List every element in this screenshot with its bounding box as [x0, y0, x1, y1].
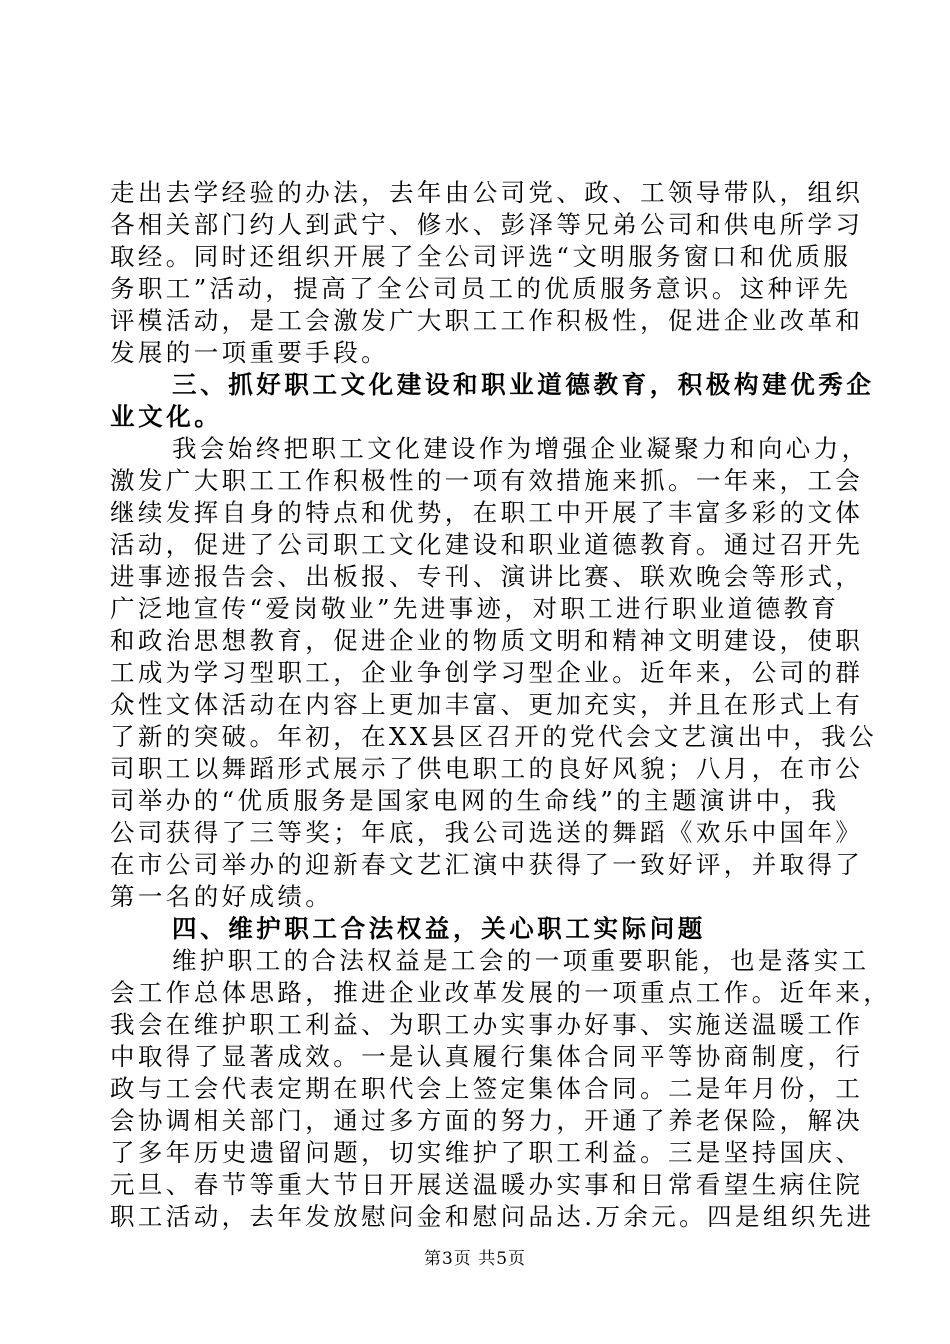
text-line: 评模活动，是工会激发广大职工工作积极性，促进企业改革和: [110, 306, 864, 335]
text-line: 激发广大职工工作积极性的一项有效措施来抓。一年来，工会: [110, 466, 864, 495]
text-line: 我会在维护职工利益、为职工办实事办好事、实施送温暖工作: [110, 1010, 864, 1039]
text-line: 司举办的“优质服务是国家电网的生命线”的主题演讲中，我: [110, 786, 840, 815]
text-line: 进事迹报告会、出板报、专刊、演讲比赛、联欢晚会等形式，: [110, 562, 864, 591]
text-line: 走出去学经验的办法，去年由公司党、政、工领导带队，组织: [110, 178, 864, 207]
text-line: 发展的一项重要手段。: [110, 338, 389, 367]
text-line: 务职工”活动，提高了全公司员工的优质服务意识。这种评先: [110, 274, 852, 303]
text-line: 会工作总体思路，推进企业改革发展的一项重点工作。近年来，: [110, 978, 892, 1007]
text-line: 继续发挥自身的特点和优势，在职工中开展了丰富多彩的文体: [110, 498, 864, 527]
text-line: 公司获得了三等奖；年底，我公司选送的舞蹈《欢乐中国年》: [110, 818, 864, 847]
text-line: 工成为学习型职工，企业争创学习型企业。近年来，公司的群: [110, 658, 864, 687]
heading-line: 三、抓好职工文化建设和职业道德教育，积极构建优秀企: [172, 370, 875, 399]
text-line: 取经。同时还组织开展了全公司评选“文明服务窗口和优质服: [110, 242, 852, 271]
text-line: 维护职工的合法权益是工会的一项重要职能，也是落实工: [172, 946, 870, 975]
text-line: 各相关部门约人到武宁、修水、彭泽等兄弟公司和供电所学习: [110, 210, 864, 239]
text-line: 第一名的好成绩。: [110, 882, 334, 911]
text-line: 中取得了显著成效。一是认真履行集体合同平等协商制度，行: [110, 1042, 864, 1071]
text-line: 广泛地宣传“爱岗敬业”先进事迹，对职工进行职业道德教育: [110, 594, 840, 623]
text-line: 活动，促进了公司职工文化建设和职业道德教育。通过召开先: [110, 530, 864, 559]
text-line: 我会始终把职工文化建设作为增强企业凝聚力和向心力，: [172, 434, 870, 463]
heading-line: 四、维护职工合法权益，关心职工实际问题: [172, 914, 706, 943]
text-line: 和政治思想教育，促进企业的物质文明和精神文明建设，使职: [110, 626, 864, 655]
text-line: 会协调相关部门，通过多方面的努力，开通了养老保险，解决: [110, 1106, 864, 1135]
text-line: 了新的突破。年初，在XX县区召开的党代会文艺演出中，我公: [110, 722, 878, 751]
text-line: 元旦、春节等重大节日开展送温暖办实事和日常看望生病住院: [110, 1170, 864, 1199]
page-number-footer: 第3页 共5页: [423, 1249, 527, 1269]
text-line: 众性文体活动在内容上更加丰富、更加充实，并且在形式上有: [110, 690, 864, 719]
text-line: 政与工会代表定期在职代会上签定集体合同。二是年月份，工: [110, 1074, 864, 1103]
heading-line: 业文化。: [110, 402, 223, 431]
text-line: 职工活动，去年发放慰问金和慰问品达.万余元。四是组织先进: [110, 1202, 875, 1231]
text-line: 了多年历史遗留问题，切实维护了职工利益。三是坚持国庆、: [110, 1138, 864, 1167]
text-line: 在市公司举办的迎新春文艺汇演中获得了一致好评，并取得了: [110, 850, 864, 879]
text-line: 司职工以舞蹈形式展示了供电职工的良好风貌；八月，在市公: [110, 754, 864, 783]
